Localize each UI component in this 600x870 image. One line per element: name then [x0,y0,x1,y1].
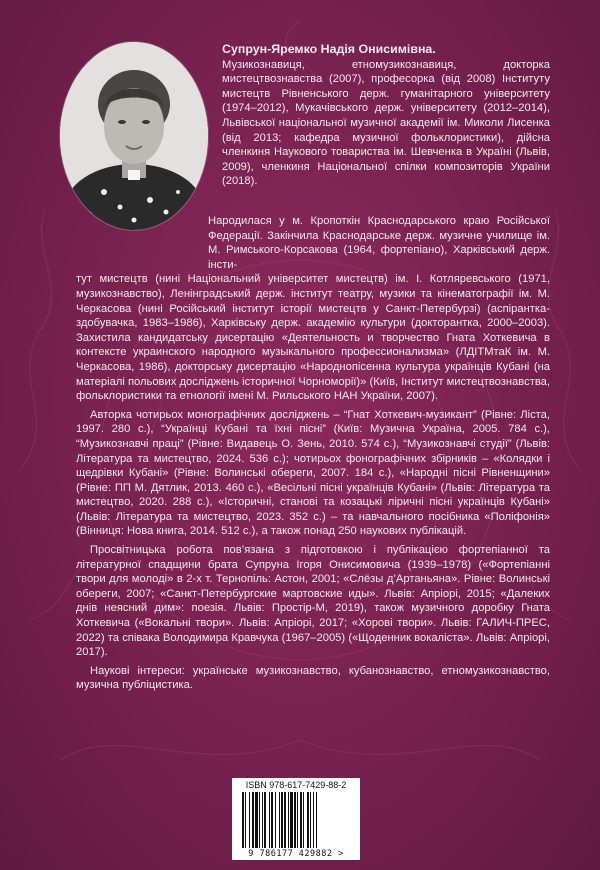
barcode-icon [232,778,360,860]
biography-text [76,214,550,697]
author-portrait [60,42,208,230]
isbn-number: ISBN 978-617-7429-88-2 [245,780,347,790]
paragraph-birth-start: Народилася у м. Кропоткін Краснодарського краю Російської Федерації. Закінчила Краснодарське держ. музичне училище ім. М. Римського-Корсакова (1964, фортепіано), Харківський держ. інсти- [208,215,550,271]
author-intro: Музикознавиця, етномузикознавиця, докторка мистецтвознавства (2007), професорка (від 2008) Інституту мистецтв Рівненського держ. гуманітарного університету (1974–2012), Мукачівського держ. університету (2012–2014), Львівської національної музичної академії ім. Миколи Лисенка (від 2013; кафедра музичної фольклористики), дійсна членкиня Наукового товариства ім. Шевченка в Україні (Львів, 2009), членкиня Національної спілки композиторів України (2018). [222,58,550,188]
author-bio [222,42,550,189]
paragraph-publications: Авторка чотирьох монографічних досліджень – “Гнат Хоткевич-музикант” (Рівне: Ліста, 1997. 280 с.), “Українці Кубані та їхні пісні” (Київ: Музична Україна, 2005. 784 с.), “Музикознавчі праці” (Рівне: Видавець О. Зень, 2010. 574 с.), “Музикознавчі студії” (Львів: Література та мистецтво, 2024. 536 с.); чотирьох фонографічних збірників – «Колядки і щедрівки Кубані» (Рівне: Волинські обереги, 2007. 184 с.), «Народні пісні Рівненщини» (Рівне: ПП М. Дятлик, 2013. 460 с.), «Весільні пісні українців Кубані» (Львів: Література та мистецтво, 2020. 288 с.), «Історичні, станові та козацькі ліричні пісні українців Кубані» (Львів: Література та мистецтво, 2023. 352 с.) – та навчального посібника «Поліфонія» (Вінниця: Нова книга, 2014. 512 с.), а також понад 250 наукових публікацій. [76,408,550,538]
paragraph-education: тут мистецтв (нині Національний університет мистецтв) ім. І. Котляревського (1971, музикознавство), Ленінградський держ. інститут театру, музики та кінематографії ім. М. Черкасова (нині Російський інститут історії мистецтв у Санкт-Петербурзі) (аспірантка-здобувачка, 1983–1986), Харківську держ. академію культури (докторантка, 2000–2003). Захистила кандидатську дисертацію «Деятельность и творчество Гната Хоткевича в контексте украинского народного музыкального профессионализма» (ЛДІТМтаК ім. М. Черкасова, 1986), докторську дисертацію «Народнопісенна культура українців Кубані (на матеріалі польових досліджень історичної Чорноморії)» (Київ, Інститут мистецтвознавства, фольклористики та етнології імені М. Рильського НАН України, 2007). [76,273,550,403]
isbn-barcode [232,778,360,860]
author-name: Супрун-Яремко Надія Онисимівна. [222,42,436,56]
paragraph-educational-work: Просвітницька робота пов’язана з підготовкою і публікацією фортепіанної та літературної спадщини брата Супруна Ігоря Онисимовича (1939–1978) («Фортепіанні твори для молоді» в 2-х т. Тернопіль: Астон, 2001; «Слёзы д’Артаньяна». Рівне: Волинські обереги, 2007; «Санкт-Петербургские мартовские иды». Львів: Апріорі, 2015; «Далеких днів неясний дим»: поезія. Львів: Простір-М, 2019), також музичного доробку Гната Хоткевича («Вокальні твори». Львів: Апріорі, 2017; «Хорові твори». Львів: ГАЛИЧ-ПРЕС, 2022) та співака Володимира Кравчука (1967–2005) («Щоденник вокаліста». Львів: Апріорі, 2017). [76,544,550,659]
barcode-digits: 9 786177 429882 > [248,849,344,859]
paragraph-research-interests: Наукові інтереси: українське музикознавство, кубанознавство, етномузикознавство, музична публіцистика. [76,664,550,692]
portrait-image [60,42,208,230]
